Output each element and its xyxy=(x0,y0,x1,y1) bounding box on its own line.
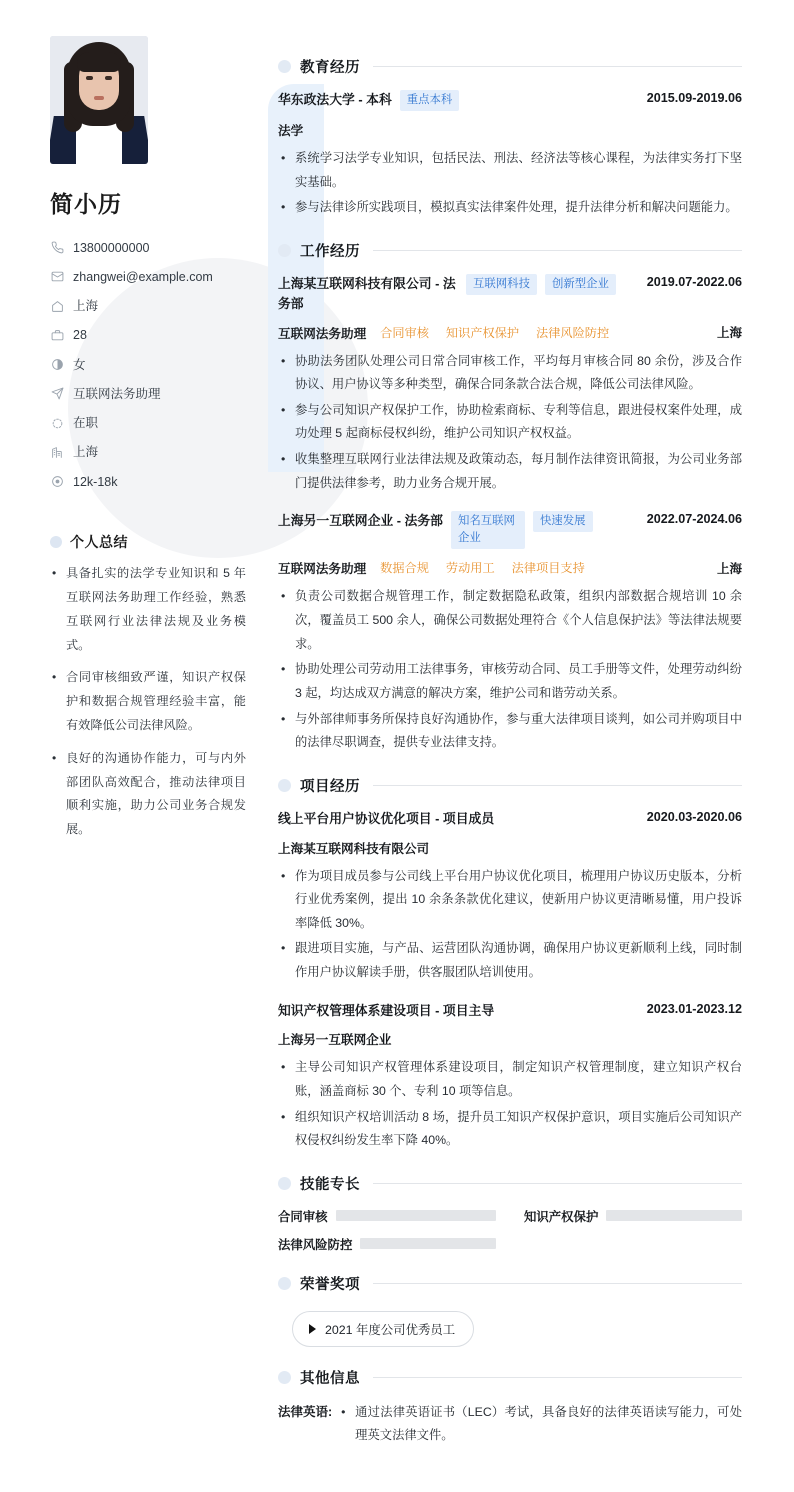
project-bullets xyxy=(278,1056,742,1152)
honor-label: 2021 年度公司优秀员工 xyxy=(325,1322,456,1337)
contact-salary xyxy=(50,467,246,496)
contact-city-value: 上海 xyxy=(73,445,99,460)
section-dot-icon xyxy=(278,1371,291,1384)
work-role-row xyxy=(278,323,742,342)
summary-bullet: • 具备扎实的法学专业知识和 5 年互联网法务助理工作经验，熟悉互联网行业法律法规及业务模式。 xyxy=(50,562,246,657)
status-icon xyxy=(50,417,64,430)
work-company: 上海另一互联网企业 - 法务部 xyxy=(278,513,443,529)
work-skill-tag: 知识产权保护 xyxy=(445,325,520,340)
candidate-name: 简小历 xyxy=(50,191,122,217)
work-bullet: • 协助法务团队处理公司日常合同审核工作，平均每月审核合同 80 余份，涉及合作协议、用户协议等多种类型，确保合同条款合法合规，降低公司法律风险。 xyxy=(278,350,742,397)
education-bullet: • 系统学习法学专业知识，包括民法、刑法、经济法等核心课程，为法律实务打下坚实基础。 xyxy=(278,147,742,194)
other-info-title: 其他信息 xyxy=(300,1370,360,1387)
contact-phone xyxy=(50,233,246,262)
education-date: 2015.09-2019.06 xyxy=(646,91,742,105)
contact-gender xyxy=(50,350,246,379)
work-bullet: • 参与公司知识产权保护工作，协助检索商标、专利等信息，跟进侵权案件处理，成功处理 5 起商标侵权纠纷，维护公司知识产权权益。 xyxy=(278,399,742,446)
section-divider xyxy=(373,66,742,67)
project-name: 知识产权管理体系建设项目 - 项目主导 xyxy=(278,1002,495,1018)
other-info-section-header xyxy=(278,1367,742,1388)
education-major: 法学 xyxy=(278,124,304,139)
contact-position xyxy=(50,379,246,408)
work-tag: 知名互联网企业 xyxy=(451,511,525,549)
honors-section xyxy=(278,1273,742,1347)
work-bullet: • 协助处理公司劳动用工法律事务，审核劳动合同、员工手册等文件，处理劳动纠纷 3 起，均达成双方满意的解决方案，维护公司和谐劳动关系。 xyxy=(278,658,742,705)
education-bullets xyxy=(278,147,742,220)
project-entry xyxy=(278,809,742,985)
work-skill-tag: 法律项目支持 xyxy=(511,561,585,576)
skills-section-header xyxy=(278,1173,742,1194)
work-tag: 快速发展 xyxy=(533,511,593,532)
summary-bullet: • 合同审核细致严谨，知识产权保护和数据合规管理经验丰富，能有效降低公司法律风险。 xyxy=(50,666,246,737)
salary-icon xyxy=(50,475,64,488)
work-skill-tag: 合同审核 xyxy=(380,325,429,340)
contact-phone-value: 13800000000 xyxy=(73,240,150,255)
briefcase-icon xyxy=(50,329,64,342)
project-entry-top xyxy=(278,809,742,829)
contact-status xyxy=(50,409,246,438)
section-divider xyxy=(373,1377,742,1378)
other-info-label: 法律英语: xyxy=(278,1404,333,1419)
other-info-section xyxy=(278,1367,742,1448)
project-company: 上海另一互联网企业 xyxy=(278,1033,392,1048)
project-name: 线上平台用户协议优化项目 - 项目成员 xyxy=(278,810,495,826)
summary-section-header xyxy=(50,532,246,552)
work-bullet: • 负责公司数据合规管理工作，制定数据隐私政策，组织内部数据合规培训 10 余次，覆盖员工 500 余人，确保公司数据处理符合《个人信息保护法》等法律法规要求。 xyxy=(278,585,742,656)
summary-title: 个人总结 xyxy=(70,534,128,551)
contact-home-value: 上海 xyxy=(73,299,99,313)
projects-section-header xyxy=(278,775,742,796)
work-section-header xyxy=(278,240,742,261)
honors-title: 荣誉奖项 xyxy=(300,1276,360,1293)
project-bullet: • 主导公司知识产权管理体系建设项目，制定知识产权管理制度，建立知识产权台账，涵盖商标 30 个、专利 10 项等信息。 xyxy=(278,1056,742,1103)
education-title: 教育经历 xyxy=(300,60,360,76)
mail-icon xyxy=(50,270,64,283)
contact-email xyxy=(50,262,246,291)
city-icon xyxy=(50,446,64,459)
work-section xyxy=(278,240,742,755)
skill-bar xyxy=(336,1210,496,1221)
contact-age-value: 28 xyxy=(73,328,87,343)
summary-bullet: • 良好的沟通协作能力，可与内外部团队高效配合，推动法律项目顺利实施，助力公司业务合规发展。 xyxy=(50,747,246,842)
section-divider xyxy=(373,1283,742,1284)
project-entry-top xyxy=(278,1001,742,1021)
section-divider xyxy=(373,250,742,251)
education-bullet: • 参与法律诊所实践项目，模拟真实法律案件处理，提升法律分析和解决问题能力。 xyxy=(278,196,742,220)
home-icon xyxy=(50,300,64,313)
sidebar xyxy=(50,36,260,851)
other-info-row xyxy=(278,1401,742,1448)
work-skill-tags xyxy=(380,324,703,341)
work-tag: 互联网科技 xyxy=(466,274,537,295)
contact-salary-value: 12k-18k xyxy=(73,474,118,489)
section-dot-icon xyxy=(278,1277,291,1290)
other-info-bullets xyxy=(338,1401,742,1448)
work-role-row xyxy=(278,558,742,577)
paperplane-icon xyxy=(50,387,64,400)
skill-row xyxy=(278,1207,496,1225)
work-entry-top xyxy=(278,274,742,314)
main-column xyxy=(260,36,742,1452)
contact-home xyxy=(50,292,246,321)
work-entry-top xyxy=(278,511,742,549)
project-bullet: • 跟进项目实施，与产品、运营团队沟通协调，确保用户协议更新顺利上线，同时制作用户协议解读手册，供客服团队培训使用。 xyxy=(278,937,742,984)
phone-icon xyxy=(50,241,64,254)
skill-name: 合同审核 xyxy=(278,1209,328,1224)
work-skill-tags xyxy=(380,559,703,576)
skills-title: 技能专长 xyxy=(300,1176,360,1193)
section-divider xyxy=(373,785,742,786)
contact-status-value: 在职 xyxy=(73,416,99,430)
education-school: 华东政法大学 - 本科 xyxy=(278,92,392,107)
education-tag: 重点本科 xyxy=(400,90,460,111)
section-dot-icon xyxy=(278,1177,291,1190)
project-bullet: • 作为项目成员参与公司线上平台用户协议优化项目，梳理用户协议历史版本，分析行业优秀案例，提出 10 余条条款优化建议，使新用户协议更清晰易懂，用户投诉率降低 30%。 xyxy=(278,865,742,936)
skill-name: 法律风险防控 xyxy=(278,1237,353,1252)
work-company: 上海某互联网科技有限公司 - 法务部 xyxy=(278,275,456,311)
skills-section xyxy=(278,1173,742,1253)
education-section-header xyxy=(278,56,742,77)
work-entry xyxy=(278,274,742,495)
project-date: 2023.01-2023.12 xyxy=(646,1001,742,1016)
work-role: 互联网法务助理 xyxy=(278,562,367,577)
skill-row xyxy=(524,1207,742,1225)
projects-section xyxy=(278,775,742,1153)
project-company: 上海某互联网科技有限公司 xyxy=(278,841,430,856)
skill-name: 知识产权保护 xyxy=(524,1209,599,1224)
education-entry xyxy=(278,90,742,220)
project-date: 2020.03-2020.06 xyxy=(646,809,742,824)
work-location: 上海 xyxy=(716,326,742,341)
gender-icon xyxy=(50,358,64,371)
work-location: 上海 xyxy=(716,561,742,576)
skill-row xyxy=(278,1235,496,1253)
skill-bar xyxy=(606,1210,742,1221)
education-entry-top xyxy=(278,90,742,111)
summary-bullets xyxy=(50,562,246,842)
contact-list xyxy=(50,233,246,496)
contact-age xyxy=(50,321,246,350)
other-info-bullet: • 通过法律英语证书（LEC）考试，具备良好的法律英语读写能力，可处理英文法律文件。 xyxy=(338,1401,742,1448)
work-bullets xyxy=(278,350,742,496)
project-bullet: • 组织知识产权培训活动 8 场，提升员工知识产权保护意识，项目实施后公司知识产权侵权纠纷发生率下降 40%。 xyxy=(278,1106,742,1153)
work-skill-tag: 法律风险防控 xyxy=(536,325,610,340)
section-dot-icon xyxy=(278,244,291,257)
section-dot-icon xyxy=(278,779,291,792)
work-tag: 创新型企业 xyxy=(545,274,616,295)
project-entry xyxy=(278,1001,742,1153)
section-dot-icon xyxy=(278,60,291,73)
section-divider xyxy=(373,1183,742,1184)
work-entry xyxy=(278,511,742,754)
work-bullet: • 收集整理互联网行业法律法规及政策动态，每月制作法律资讯简报，为公司业务部门提供法律参考，助力业务合规开展。 xyxy=(278,448,742,495)
contact-position-value: 互联网法务助理 xyxy=(73,386,161,401)
contact-gender-value: 女 xyxy=(73,357,86,372)
education-section xyxy=(278,56,742,220)
skill-grid xyxy=(278,1207,742,1253)
profile-photo xyxy=(50,36,148,164)
skill-bar xyxy=(360,1238,496,1249)
honor-item[interactable] xyxy=(292,1311,474,1347)
work-skill-tag: 劳动用工 xyxy=(445,561,495,576)
play-triangle-icon xyxy=(309,1324,316,1334)
work-skill-tag: 数据合规 xyxy=(380,561,429,576)
honors-section-header xyxy=(278,1273,742,1294)
work-title: 工作经历 xyxy=(300,243,360,260)
section-dot-icon xyxy=(50,536,62,548)
contact-city xyxy=(50,438,246,467)
work-role: 互联网法务助理 xyxy=(278,326,367,341)
work-date: 2019.07-2022.06 xyxy=(646,274,742,289)
contact-email-value: zhangwei@example.com xyxy=(73,269,213,284)
work-bullets xyxy=(278,585,742,754)
project-bullets xyxy=(278,865,742,985)
work-bullet: • 与外部律师事务所保持良好沟通协作，参与重大法律项目谈判，如公司并购项目中的法律尽职调查，提供专业法律支持。 xyxy=(278,708,742,755)
projects-title: 项目经历 xyxy=(300,778,360,795)
work-date: 2022.07-2024.06 xyxy=(646,512,742,527)
